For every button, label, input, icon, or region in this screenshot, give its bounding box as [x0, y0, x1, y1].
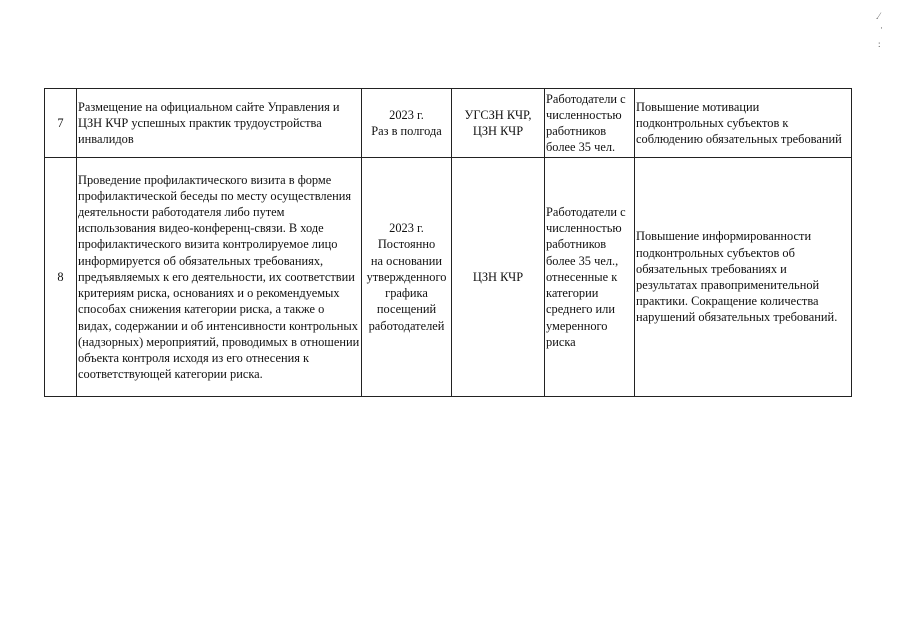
scan-artifact-mark: · [880, 23, 883, 33]
responsible-cell: ЦЗН КЧР [452, 158, 545, 397]
table-row [45, 89, 852, 158]
period-cell: 2023 г. Постоянно на основании утвержденного графика посещений работодателей [362, 158, 452, 397]
action-cell: Размещение на официальном сайте Управления и ЦЗН КЧР успешных практик трудоустройства инвалидов [77, 89, 362, 158]
responsible-cell: УГСЗН КЧР, ЦЗН КЧР [452, 89, 545, 158]
scan-artifact-mark: .⁄ [876, 11, 880, 21]
subjects-cell: Работодатели с численностью работников более 35 чел., отнесенные к категории среднего или умеренного риска [545, 158, 635, 397]
measures-table [44, 88, 852, 397]
scan-artifact-mark: : [878, 39, 881, 49]
row-number-cell: 8 [45, 158, 77, 397]
subjects-cell: Работодатели с численностью работников более 35 чел. [545, 89, 635, 158]
period-cell: 2023 г. Раз в полгода [362, 89, 452, 158]
result-cell: Повышение мотивации подконтрольных субъектов к соблюдению обязательных требований [635, 89, 852, 158]
result-cell: Повышение информированности подконтрольных субъектов об обязательных требованиях и результатах правоприменительной практики. Сокращение количества нарушений обязательных требований. [635, 158, 852, 397]
row-number-cell: 7 [45, 89, 77, 158]
table-row [45, 158, 852, 397]
action-cell: Проведение профилактического визита в форме профилактической беседы по месту осуществления деятельности работодателя либо путем использования видео-конференц-связи. В ходе профилактического визита контролируемое лицо информируется об обязательных требованиях, предъявляемых к его деятельности, их соответствии критериям риска, основаниях и о рекомендуемых способах снижения категории риска, а также о видах, содержании и об интенсивности контрольных (надзорных) мероприятий, проводимых в отношении объекта контроля исходя из его отнесения к соответствующей категории риска. [77, 158, 362, 397]
